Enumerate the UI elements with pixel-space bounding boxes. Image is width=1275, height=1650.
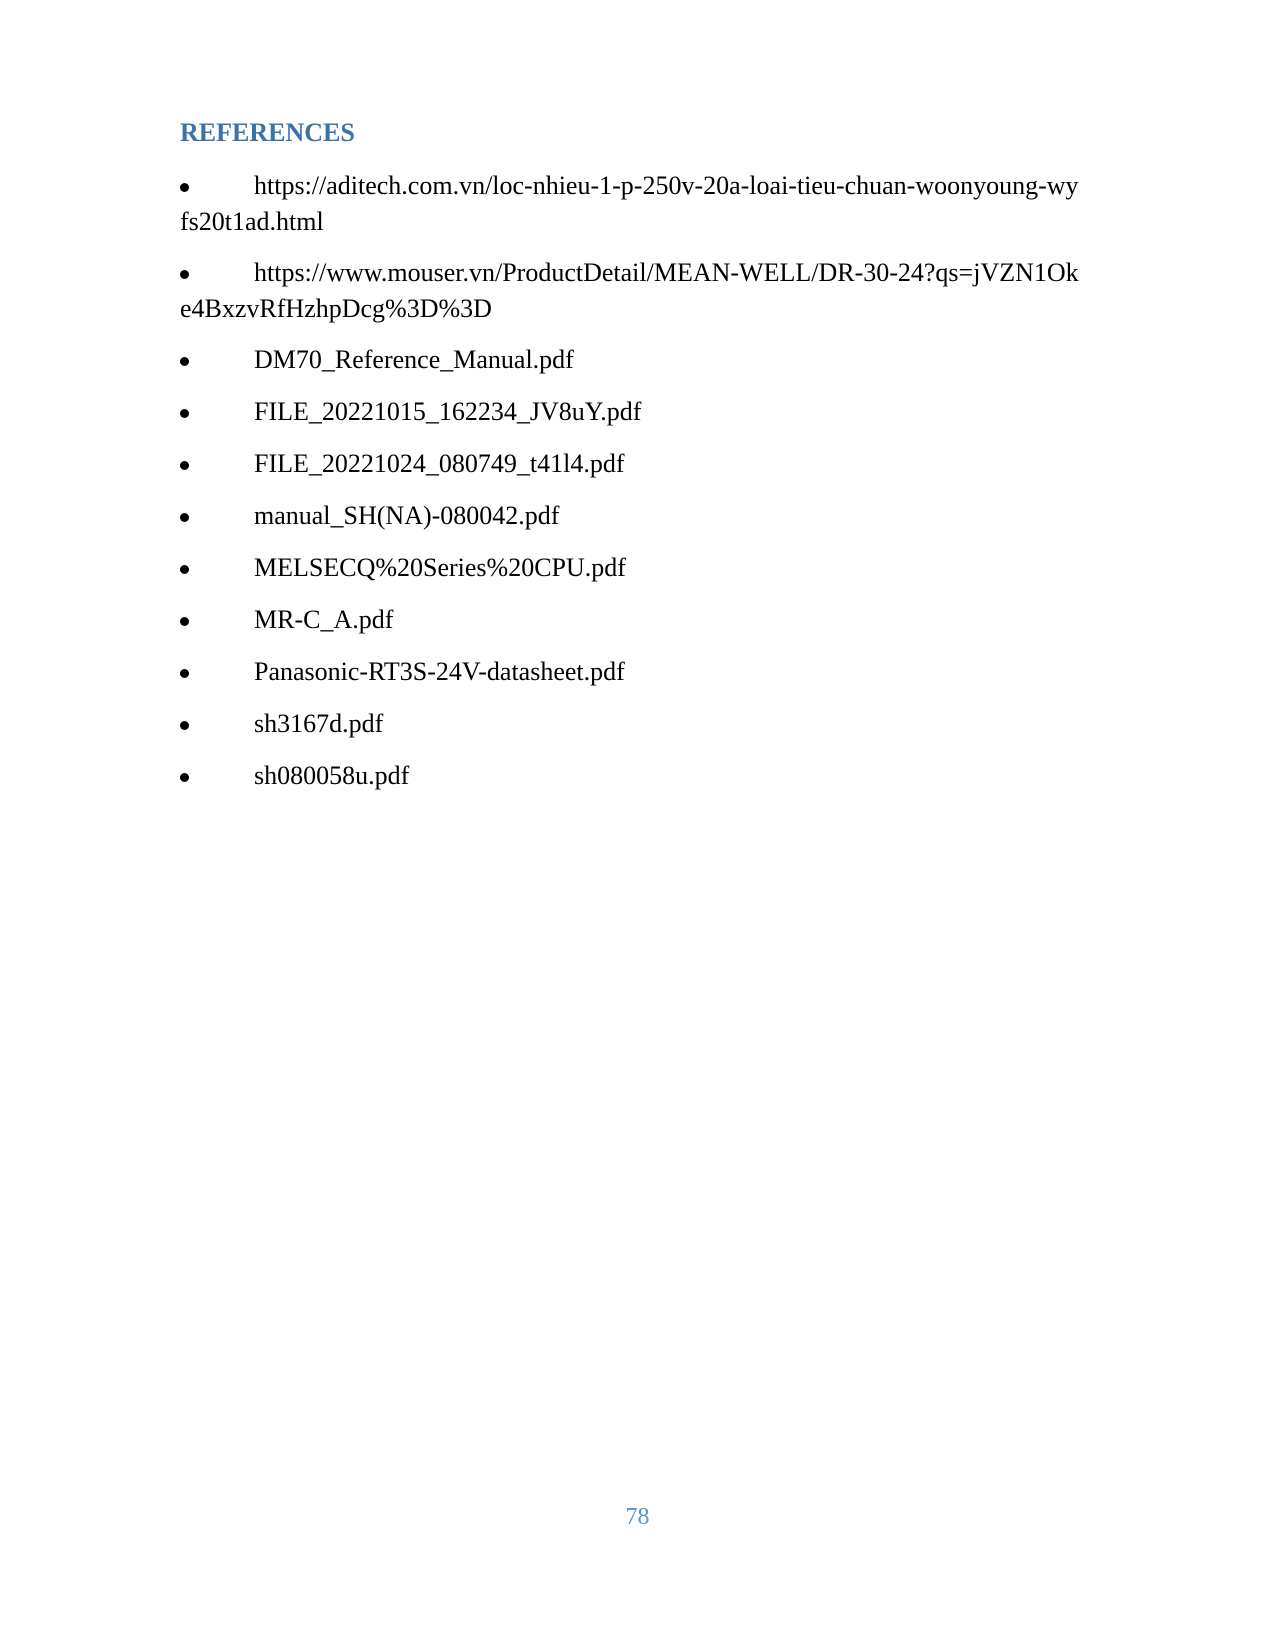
bullet-dot-icon [180,409,189,418]
reference-text: manual_SH(NA)-080042.pdf [254,501,560,530]
reference-text: sh3167d.pdf [254,709,384,738]
bullet-dot-icon [180,721,189,730]
bullet-dot-icon [180,513,189,522]
bullet-dot-icon [180,773,189,782]
references-list [180,168,1080,810]
reference-text: https://aditech.com.vn/loc-nhieu-1-p-250v-20a-loai-tieu-chuan-woonyoung-wyfs20t1ad.html [180,171,1079,236]
bullet-dot-icon [180,565,189,574]
reference-item [180,446,1080,482]
reference-item [180,498,1080,534]
reference-text: Panasonic-RT3S-24V-datasheet.pdf [254,657,625,686]
reference-item [180,255,1080,327]
page-number: 78 [625,1504,650,1530]
reference-text: MELSECQ%20Series%20CPU.pdf [254,553,626,582]
reference-text: https://www.mouser.vn/ProductDetail/MEAN-WELL/DR-30-24?qs=jVZN1Oke4BxzvRfHzhpDcg%3D%3D [180,258,1079,323]
reference-item [180,342,1080,378]
bullet-dot-icon [180,183,189,192]
reference-text: MR-C_A.pdf [254,605,394,634]
reference-text: sh080058u.pdf [254,761,410,790]
reference-item [180,602,1080,638]
reference-item [180,394,1080,430]
reference-item [180,758,1080,794]
reference-item [180,706,1080,742]
bullet-dot-icon [180,270,189,279]
reference-text: FILE_20221024_080749_t41l4.pdf [254,449,625,478]
reference-item [180,168,1080,240]
reference-text: FILE_20221015_162234_JV8uY.pdf [254,397,642,426]
bullet-dot-icon [180,461,189,470]
reference-item [180,550,1080,586]
bullet-dot-icon [180,617,189,626]
reference-text: DM70_Reference_Manual.pdf [254,345,574,374]
references-heading: REFERENCES [180,118,355,147]
bullet-dot-icon [180,357,189,366]
reference-item [180,654,1080,690]
bullet-dot-icon [180,669,189,678]
